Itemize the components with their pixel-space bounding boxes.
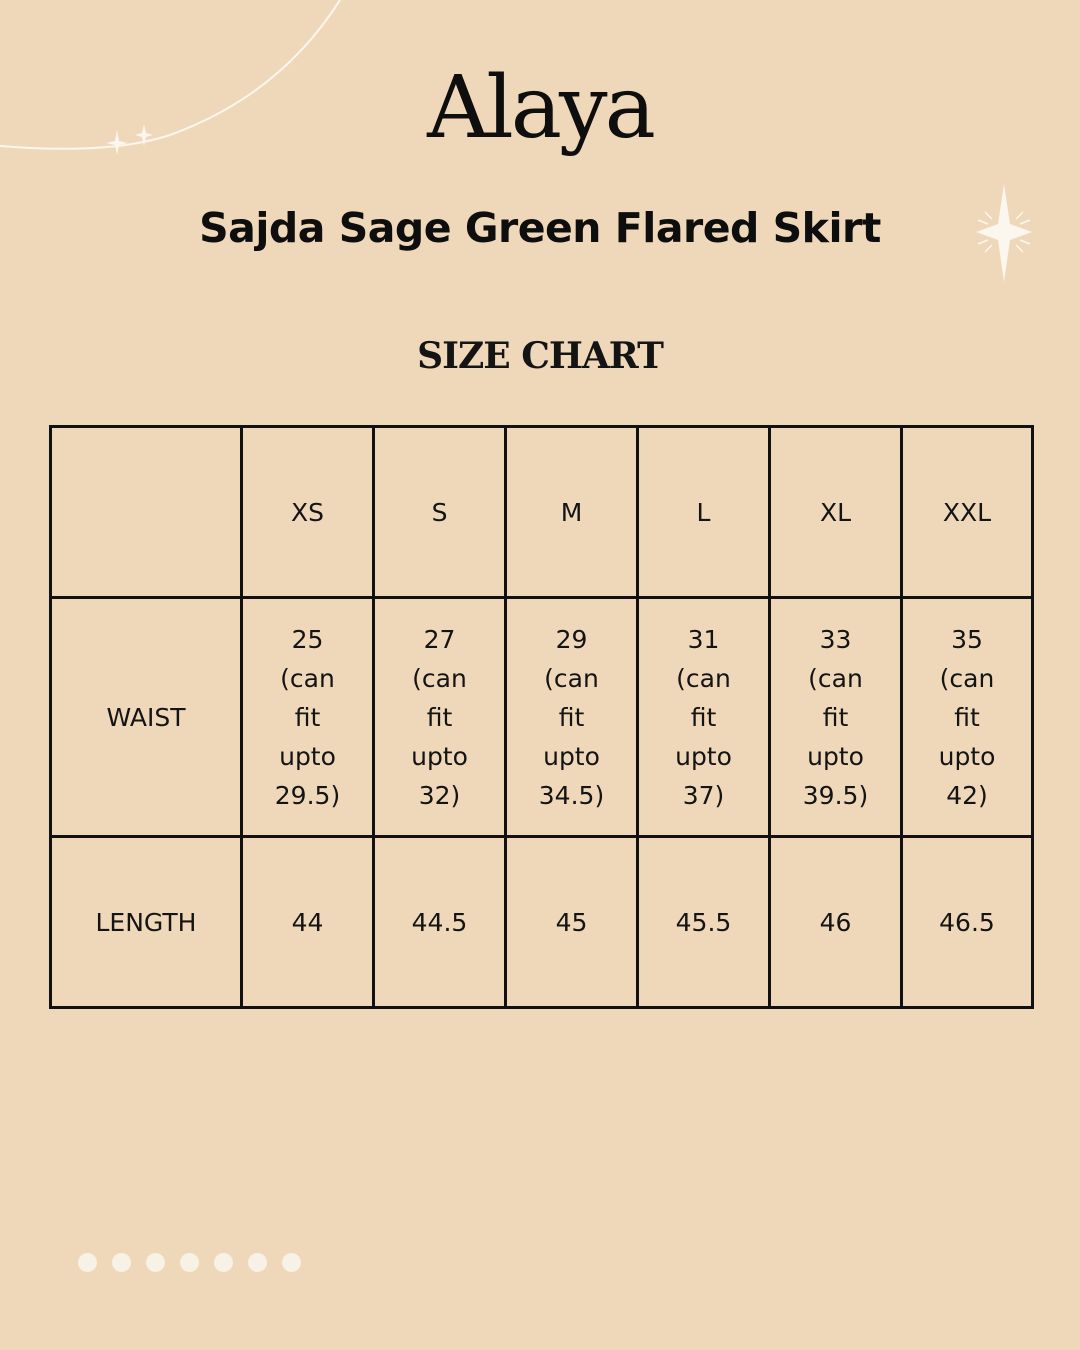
- size-chart-title: SIZE CHART: [417, 335, 663, 377]
- waist-value: 29: [555, 624, 588, 654]
- waist-cell: [242, 598, 374, 837]
- waist-note: fit: [294, 702, 321, 732]
- row-label-length: LENGTH: [51, 837, 242, 1008]
- waist-note: 37): [682, 780, 725, 810]
- waist-cell: [902, 598, 1033, 837]
- waist-cell: [638, 598, 770, 837]
- waist-cell: [374, 598, 506, 837]
- size-chart-table: [49, 425, 1034, 1009]
- table-row-waist: [51, 598, 1033, 837]
- length-cell: 45: [506, 837, 638, 1008]
- size-header-cell: XL: [770, 427, 902, 598]
- pagination-dot[interactable]: [78, 1253, 97, 1272]
- size-header-cell: XS: [242, 427, 374, 598]
- waist-note: 39.5): [802, 780, 869, 810]
- size-header-cell: M: [506, 427, 638, 598]
- waist-note: upto: [411, 741, 468, 771]
- waist-note: 34.5): [538, 780, 605, 810]
- brand-logo: Alaya: [427, 58, 653, 158]
- size-header-cell: L: [638, 427, 770, 598]
- size-header-cell: XXL: [902, 427, 1033, 598]
- waist-value: 27: [423, 624, 456, 654]
- pagination-dot[interactable]: [146, 1253, 165, 1272]
- waist-note: upto: [279, 741, 336, 771]
- pagination-dot[interactable]: [248, 1253, 267, 1272]
- waist-note: upto: [675, 741, 732, 771]
- table-header-row: [51, 427, 1033, 598]
- waist-note: upto: [543, 741, 600, 771]
- pagination-dot[interactable]: [214, 1253, 233, 1272]
- table-row-length: [51, 837, 1033, 1008]
- waist-value: 33: [819, 624, 852, 654]
- waist-value: 35: [951, 624, 983, 654]
- waist-note: fit: [954, 702, 980, 732]
- waist-note: 32): [418, 780, 461, 810]
- waist-note: fit: [558, 702, 585, 732]
- waist-value: 31: [687, 624, 720, 654]
- waist-note: (can: [808, 663, 863, 693]
- waist-note: 42): [946, 780, 988, 810]
- size-header-cell: S: [374, 427, 506, 598]
- length-cell: 46.5: [902, 837, 1033, 1008]
- waist-note: (can: [676, 663, 731, 693]
- waist-note: (can: [280, 663, 335, 693]
- length-cell: 44: [242, 837, 374, 1008]
- pagination-dots: [78, 1253, 301, 1272]
- pagination-dot[interactable]: [180, 1253, 199, 1272]
- product-title: Sajda Sage Green Flared Skirt: [199, 204, 881, 252]
- waist-note: (can: [544, 663, 599, 693]
- waist-note: fit: [426, 702, 453, 732]
- waist-note: fit: [690, 702, 717, 732]
- waist-note: upto: [807, 741, 864, 771]
- pagination-dot[interactable]: [112, 1253, 131, 1272]
- waist-note: upto: [938, 741, 996, 771]
- length-cell: 45.5: [638, 837, 770, 1008]
- waist-note: (can: [412, 663, 467, 693]
- waist-note: (can: [939, 663, 995, 693]
- waist-cell: [506, 598, 638, 837]
- waist-note: 29.5): [274, 780, 341, 810]
- length-cell: 46: [770, 837, 902, 1008]
- waist-value: 25: [291, 624, 324, 654]
- row-label-waist: WAIST: [51, 598, 242, 837]
- waist-note: fit: [822, 702, 849, 732]
- corner-cell: [51, 427, 242, 598]
- length-cell: 44.5: [374, 837, 506, 1008]
- waist-cell: [770, 598, 902, 837]
- pagination-dot[interactable]: [282, 1253, 301, 1272]
